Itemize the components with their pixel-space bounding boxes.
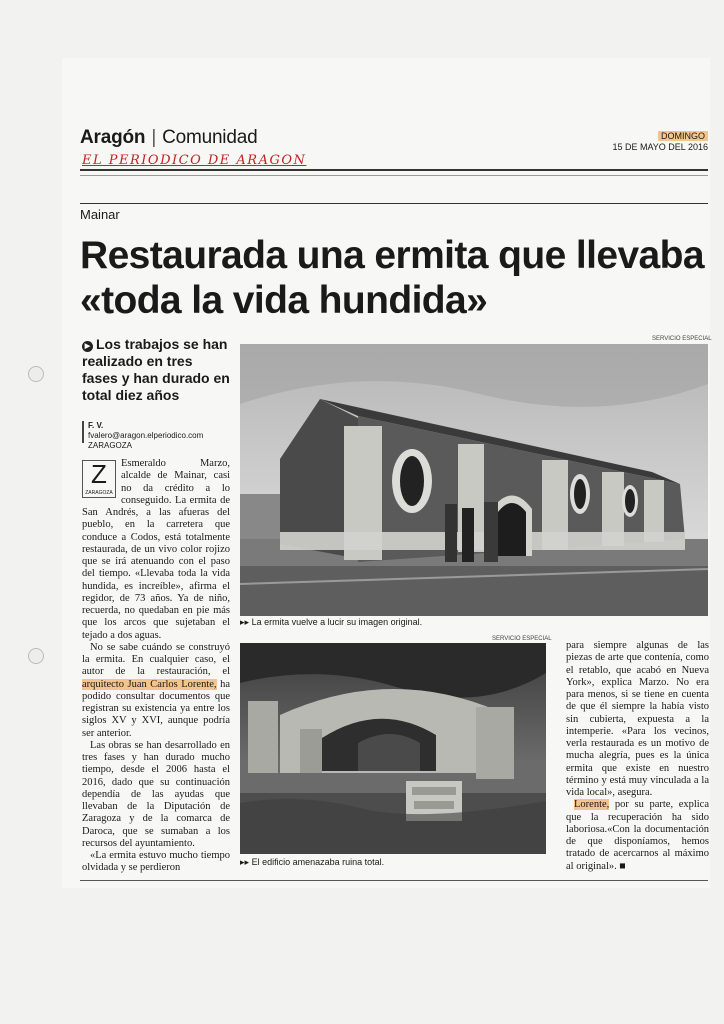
paragraph-5: para siempre algunas de las piezas de arte que contenía, como el retablo, que acabó en Nueva York», explica Marzo. No era para menos, si se tiene en cuenta de que él siempre la había visto sin cubierta, expuesta a la intemperie. «Para los vecinos, verla restaurada es un motivo de mucha alegría, pues es la única ermita que existe en nuestro término y está muy vinculada a la vida local», asegura.: [566, 640, 709, 798]
byline: [82, 421, 203, 451]
paragraph-2-end: ha podido consultar documentos que registran su existencia ya entre los siglos XV y XVI, aunque podría ser anterior.: [82, 678, 230, 739]
section-name: Aragón: [80, 127, 146, 148]
paragraph-6: [566, 799, 709, 873]
handwritten-source-note: EL PERIODICO DE ARAGON: [82, 153, 307, 168]
dropcap-letter: Z: [91, 459, 107, 489]
paragraph-1: Esmeraldo Marzo, alcalde de Mainar, casi no da crédito a lo conseguido. La ermita de San Andrés, a las afueras del pueblo, en la carretera que conduce a Codos, está totalmente restaurada, de un vivo color rojizo que se irá atenuando con el paso del tiempo. «Llevaba toda la vida hundida, es increíble», afirma el regidor, de 73 años. Ya de niño, recuerda, no quedaban en pie más que los arcos que sujetaban el tejado a dos aguas.: [82, 458, 230, 641]
photo-credit-bottom: SERVICIO ESPECIAL: [492, 636, 552, 642]
punch-hole-bottom: [28, 648, 44, 664]
dropcap-label: ZARAGOZA: [85, 490, 113, 496]
photo-ruined-hermitage: [240, 643, 546, 854]
paragraph-2-start: No se sabe cuándo se construyó la ermita. En cualquier caso, el autor de la restauración, el: [82, 641, 230, 678]
paragraph-2: [82, 642, 230, 740]
article-headline: Restaurada una ermita que llevaba «toda la vida hundida»: [80, 234, 704, 322]
publication-date: [612, 131, 708, 153]
photo-credit-top: SERVICIO ESPECIAL: [652, 336, 712, 342]
bottom-rule: [80, 880, 708, 881]
caption-top-text: La ermita vuelve a lucir su imagen original.: [251, 617, 423, 627]
paragraph-6-text: por su parte, explica que la recuperación ha sido laboriosa.«Con la documentación de que disponíamos, hemos tratado de acercarnos al máximo al original». ■: [566, 799, 710, 872]
caption-top: [240, 617, 422, 628]
section-header: [80, 127, 257, 149]
caption-bottom: [240, 857, 384, 868]
section-divider: |: [151, 127, 157, 148]
photo-restored-hermitage: [240, 344, 708, 616]
author-email: fvalero@aragon.elperiodico.com: [88, 431, 204, 440]
weekday-highlighted: DOMINGO: [658, 131, 708, 141]
caption-arrow-icon: ▸▸: [240, 617, 250, 627]
punch-hole-top: [28, 366, 44, 382]
article-column-1: [82, 458, 230, 875]
byline-bar: [82, 421, 84, 443]
article-subhead: [82, 336, 232, 404]
caption-bottom-text: El edificio amenazaba ruina total.: [251, 857, 385, 867]
dropcap-box: [82, 460, 116, 498]
subhead-text: Los trabajos se han realizado en tres fases y han durado en total diez años: [82, 336, 230, 403]
article-column-3: [566, 640, 709, 873]
dateline-place: ZARAGOZA: [88, 441, 133, 450]
highlighted-architect-name: arquitecto Juan Carlos Lorente,: [82, 678, 217, 690]
paragraph-4: «La ermita estuvo mucho tiempo olvidada y se perdieron: [82, 850, 230, 874]
header-rule-thin: [80, 175, 708, 176]
header-rule: [80, 169, 708, 171]
play-bullet-icon: ▶: [82, 341, 93, 352]
topic-rule: [80, 203, 708, 204]
subsection-name: Comunidad: [162, 127, 258, 148]
article-topic: Mainar: [80, 207, 120, 222]
date-text: 15 DE MAYO DEL 2016: [612, 142, 708, 152]
highlighted-lorente: Lorente,: [574, 799, 610, 811]
paragraph-3: Las obras se han desarrollado en tres fases y han durado mucho tiempo, desde el 2006 hasta el 2016, dado que su continuación dependía de las ayudas que llevaban de la Diputación de Zaragoza y de la comarca de Daroca, que se sumaban a los recursos del ayuntamiento.: [82, 739, 230, 849]
caption-arrow-icon: ▸▸: [240, 857, 250, 867]
author-initials: F. V.: [88, 421, 104, 430]
